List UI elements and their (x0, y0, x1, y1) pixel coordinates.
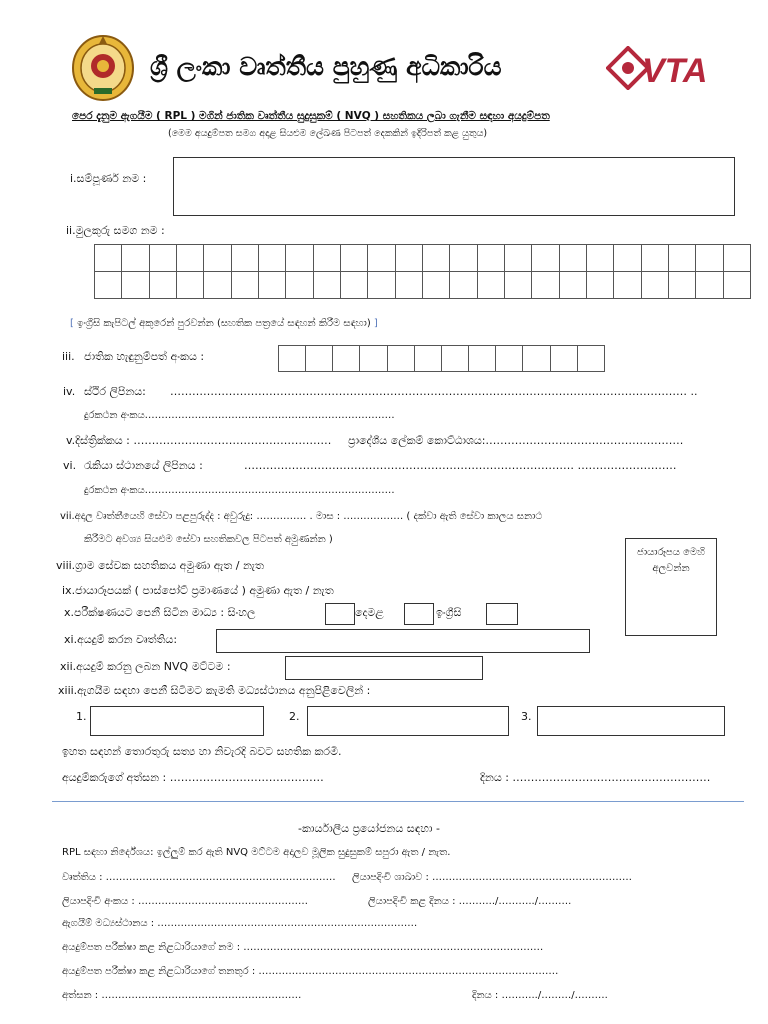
grid-cell[interactable] (614, 245, 641, 272)
english-label: ඉංග්‍රීසි (436, 606, 462, 619)
nvq-level-input[interactable] (285, 656, 483, 680)
grid-cell[interactable] (177, 272, 204, 299)
grid-cell[interactable] (423, 272, 450, 299)
evaluation-centre-field[interactable]: ඇගයීම් මධ්‍යස්ථානය : …………………………………………………………………… (62, 918, 418, 929)
grid-cell[interactable] (150, 272, 177, 299)
grid-cell[interactable] (232, 245, 259, 272)
medium-label: x.පරීක්ෂණයට පෙනී සිටින මාධ්‍ය : සිංහල (64, 606, 256, 619)
address-number-label: iv. (63, 385, 76, 398)
grid-cell[interactable] (177, 245, 204, 272)
centre-3-label: 3. (521, 710, 532, 723)
registration-date-field[interactable]: ලියාපදිංචි කළ දිනය : ………../………../………. (368, 896, 572, 907)
grid-cell[interactable] (669, 245, 696, 272)
grid-cell[interactable] (306, 346, 333, 372)
applicant-date-field[interactable]: දිනය : ……………………………………………… (480, 771, 711, 784)
address-label: ස්ථිර ලිපිනය: (84, 385, 146, 398)
experience-field[interactable]: vii.අදාල වෘත්තීයෙහි සේවා පළපුරුද්ද : අවුරුදු: …………… . මාස : ……………… ( දක්වා ඇති සේවා කාලය සනාථ (60, 511, 543, 522)
officer-title-field[interactable]: අයදුම්පත පරීක්ෂා කළ නිළධාරියාගේ තනතුර : ……………………………………………………………………………… (62, 966, 559, 977)
registration-number-field[interactable]: ලියාපදිංචි අංකය : …………………………………………… (62, 896, 308, 907)
grid-cell[interactable] (442, 346, 469, 372)
grid-cell[interactable] (95, 272, 122, 299)
emblem-icon (70, 30, 136, 102)
grid-cell[interactable] (505, 272, 532, 299)
grid-cell[interactable] (232, 272, 259, 299)
grid-cell[interactable] (469, 346, 496, 372)
initials-name-grid[interactable] (94, 244, 751, 299)
centre-2-label: 2. (289, 710, 300, 723)
gn-certificate-label: viii.ග්‍රාම සේවක සහතිකය අමුණා ඇත / නැත (56, 559, 264, 572)
grid-cell[interactable] (478, 245, 505, 272)
centre-2-input[interactable] (307, 706, 509, 736)
centre-1-label: 1. (76, 710, 87, 723)
grid-cell[interactable] (415, 346, 442, 372)
grid-cell[interactable] (614, 272, 641, 299)
grid-cell[interactable] (724, 245, 751, 272)
grid-cell[interactable] (204, 245, 231, 272)
grid-cell[interactable] (523, 346, 550, 372)
phone-2-field[interactable]: දුරකථන අංකය………………………………………………………………… (84, 485, 395, 496)
grid-cell[interactable] (724, 272, 751, 299)
photo-box-text: ජායාරූපය මෙහි අලවන්න (637, 547, 705, 574)
office-use-heading: -කාර්යාලීය ප්‍රයෝජනය සඳහා - (298, 822, 441, 835)
grid-cell[interactable] (360, 346, 387, 372)
grid-cell[interactable] (450, 272, 477, 299)
grid-cell[interactable] (259, 245, 286, 272)
grid-cell[interactable] (388, 346, 415, 372)
full-name-label: i.සම්පූර්ණ නම : (70, 172, 147, 185)
nic-grid[interactable] (278, 345, 605, 372)
grid-cell[interactable] (587, 272, 614, 299)
grid-cell[interactable] (642, 245, 669, 272)
page-title: ශ්‍රී ලංකා වෘත්තීය පුහුණු අධිකාරිය (150, 52, 502, 81)
caps-note-text: ඉංග්‍රීසි කැපිටල් අකුරෙන් පුරවන්න (සහතික පත්‍රයේ සඳහන් කිරීම සඳහා) (77, 318, 371, 329)
grid-cell[interactable] (204, 272, 231, 299)
grid-cell[interactable] (532, 245, 559, 272)
grid-cell[interactable] (696, 272, 723, 299)
grid-cell[interactable] (259, 272, 286, 299)
grid-cell[interactable] (696, 245, 723, 272)
grid-cell[interactable] (551, 346, 578, 372)
grid-cell[interactable] (95, 245, 122, 272)
photo-attached-label: ix.ජායාරූපයක් ( පාස්පෝට් ප්‍රමාණයේ ) අමුණා ඇත / නැත (62, 584, 334, 597)
caps-note: [ ඉංග්‍රීසි කැපිටල් අකුරෙන් පුරවන්න (සහතික පත්‍රයේ සඳහන් කිරීම සඳහා) ] (70, 318, 378, 329)
office-branch-field[interactable]: ලියාපදිංචි ශාඛාව : …………………………………………………… (352, 872, 633, 883)
centre-label: xiii.ඇගයීම සඳහා පෙනී සිටීමට කැමති මධ්‍යස්ථානය අනුපිළිවෙලින් : (58, 684, 371, 697)
grid-cell[interactable] (505, 245, 532, 272)
experience-note: කිරීමට අවශ්‍ය සියළුම සේවා සහතිකවල පිටපත් අමුණන්න ) (84, 534, 333, 545)
section-divider (52, 801, 744, 802)
english-checkbox[interactable] (486, 603, 518, 625)
grid-cell[interactable] (478, 272, 505, 299)
grid-cell[interactable] (642, 272, 669, 299)
form-subtitle: පෙර දැනුම ඇගයීම ( RPL ) මගින් ජාතික වෘත්තීය සුදුසුකම් ( NVQ ) සහතිකය ලබා ගැනීම සඳහා අයදුම්පත (72, 110, 550, 122)
grid-cell[interactable] (423, 245, 450, 272)
grid-cell[interactable] (286, 272, 313, 299)
vta-logo (606, 46, 734, 90)
ds-division-field[interactable]: ප්‍රාදේශීය ලේකම් කොට්ඨාශය:……………………………………………… (348, 434, 684, 447)
work-address-dots[interactable]: ……………………………………………………………………………… ……………………… (244, 459, 677, 472)
sinhala-checkbox[interactable] (325, 603, 355, 625)
grid-cell[interactable] (396, 245, 423, 272)
grid-cell[interactable] (279, 346, 306, 372)
government-emblem (70, 30, 136, 102)
address-dots[interactable]: …………………………………………………………………………………………………………………………… .. (170, 385, 698, 398)
grid-cell[interactable] (122, 245, 149, 272)
grid-cell[interactable] (532, 272, 559, 299)
form-note: (මෙම අයදුම්පත සමග අදාළ සියළුම ලේඛණ පිටපත් දෙකකින් ඉදිරිපත් කළ යුතුය) (168, 128, 488, 139)
grid-cell[interactable] (333, 346, 360, 372)
occupation-input[interactable] (216, 629, 590, 653)
office-date-field[interactable]: දිනය : ………../………/………. (472, 990, 608, 1001)
occupation-label: xi.අයදුම් කරන වෘත්තිය: (64, 633, 178, 646)
grid-cell[interactable] (496, 346, 523, 372)
grid-cell[interactable] (368, 272, 395, 299)
officer-name-field[interactable]: අයදුම්පත පරීක්ෂා කළ නිළධාරියාගේ නම : ……………………………………………………………………………… (62, 942, 544, 953)
grid-cell[interactable] (122, 272, 149, 299)
grid-cell[interactable] (286, 245, 313, 272)
grid-cell[interactable] (669, 272, 696, 299)
photo-box (625, 538, 717, 636)
grid-cell[interactable] (368, 245, 395, 272)
work-number-label: vi. (63, 459, 77, 472)
nic-label: ජාතික හැඳුනුම්පත් අංකය : (84, 350, 205, 363)
initials-name-label: ii.මුලකුරු සමග නම : (66, 224, 165, 237)
declaration-text: ඉහත සඳහන් තොරතුරු සත්‍ය හා නිවැරදි බවට සහතික කරමි. (62, 745, 342, 758)
grid-cell[interactable] (341, 272, 368, 299)
grid-cell[interactable] (450, 245, 477, 272)
grid-cell[interactable] (314, 245, 341, 272)
phone-1-field[interactable]: දුරකථන අංකය………………………………………………………………… (84, 410, 395, 421)
office-signature-field[interactable]: අත්සන : …………………………………………………… (62, 990, 302, 1001)
grid-cell[interactable] (341, 245, 368, 272)
grid-cell[interactable] (396, 272, 423, 299)
grid-cell[interactable] (560, 245, 587, 272)
nvq-level-label: xii.අයදුම් කරනු ලබන NVQ මට්ටම : (60, 660, 231, 673)
centre-1-input[interactable] (90, 706, 264, 736)
grid-cell[interactable] (560, 272, 587, 299)
rpl-recommendation: RPL සඳහා නිර්දේශය: ඉල්ලුම් කර ඇති NVQ මට්ටම අදාලව මූලික සුදුසුකම් සපුරා ඇත / නැත. (62, 847, 451, 858)
grid-cell[interactable] (150, 245, 177, 272)
grid-cell[interactable] (578, 346, 605, 372)
applicant-signature-field[interactable]: අයදුම්කරුගේ අත්සන : …………………………………… (62, 771, 324, 784)
tamil-label: දෙමළ (355, 606, 384, 619)
tamil-checkbox[interactable] (404, 603, 434, 625)
vta-logo-text: VTA (642, 52, 708, 90)
grid-cell[interactable] (314, 272, 341, 299)
district-field[interactable]: v.දිස්ත්‍රික්කය : ……………………………………………… (66, 434, 332, 447)
full-name-field[interactable] (173, 157, 735, 216)
grid-cell[interactable] (587, 245, 614, 272)
centre-3-input[interactable] (537, 706, 725, 736)
work-address-label: රැකියා ස්ථානයේ ලිපිනය : (84, 459, 203, 472)
office-occupation-field[interactable]: වෘත්තිය : …………………………………………………………… (62, 872, 336, 883)
nic-number-label: iii. (62, 350, 75, 363)
